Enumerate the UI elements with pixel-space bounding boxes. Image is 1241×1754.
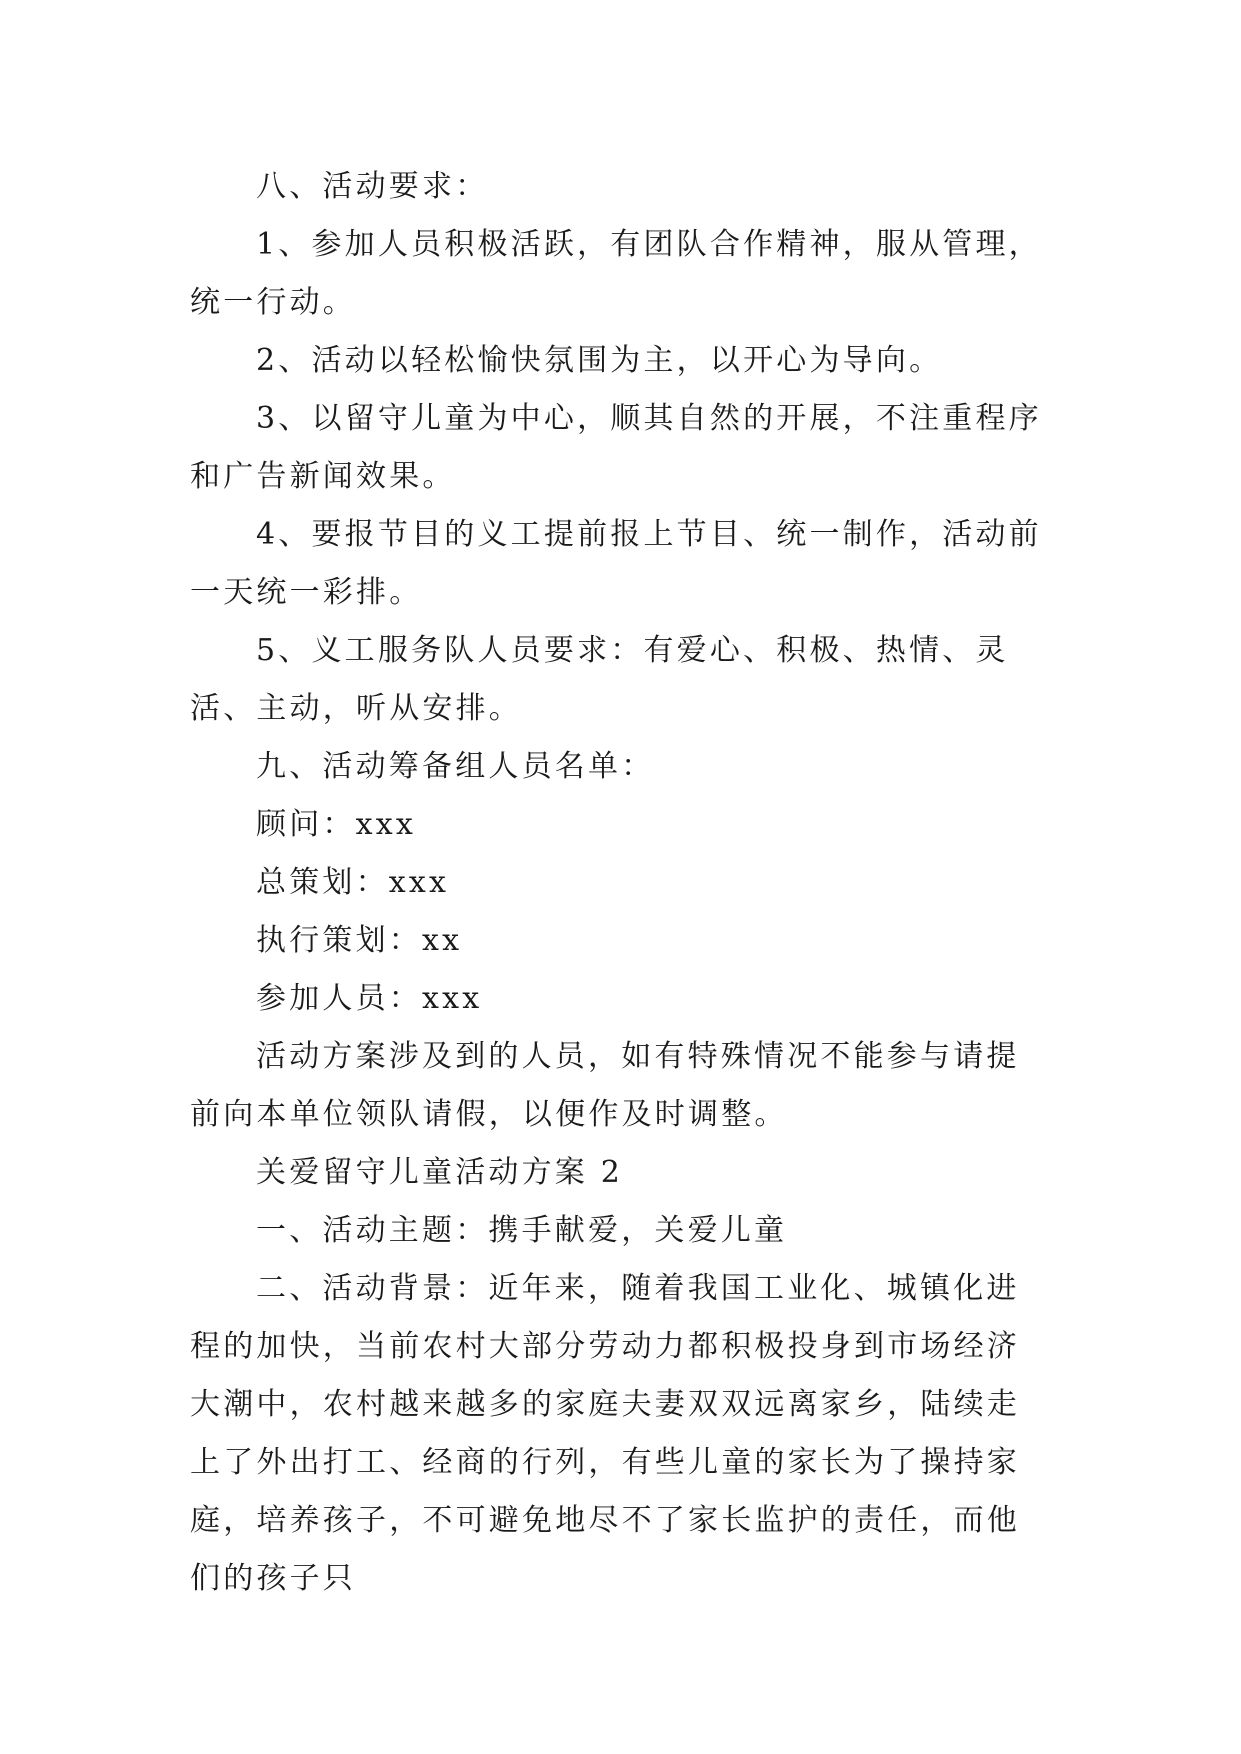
section-heading-staff-list: 九、活动筹备组人员名单： — [256, 749, 655, 784]
background-paragraph: 二、活动背景：近年来，随着我国工业化、城镇化进程的加快，当前农村大部分劳动力都积极投身到市场经济大潮中，农村越来越多的家庭夫妻双双远离家乡，陆续走上了外出打工、经商的行列，有些儿童的家长为了操持家庭，培养孩子，不可避免地尽不了家长监护的责任，而他们的孩子只 — [190, 1271, 1020, 1596]
staff-executive-planner: 执行策划：xx — [256, 923, 463, 958]
document-body — [190, 158, 1052, 1608]
section-heading-requirements: 八、活动要求： — [256, 169, 489, 204]
leave-notice-paragraph: 活动方案涉及到的人员，如有特殊情况不能参与请提前向本单位领队请假，以便作及时调整。 — [190, 1039, 1020, 1132]
staff-advisor: 顾问：xxx — [256, 807, 416, 842]
requirement-item-1: 1、参加人员积极活跃，有团队合作精神，服从管理，统一行动。 — [190, 227, 1042, 320]
requirement-item-2: 2、活动以轻松愉快氛围为主，以开心为导向。 — [256, 343, 943, 378]
requirement-item-5: 5、义工服务队人员要求：有爱心、积极、热情、灵活、主动，听从安排。 — [190, 633, 1009, 726]
requirement-item-3: 3、以留守儿童为中心，顺其自然的开展，不注重程序和广告新闻效果。 — [190, 401, 1042, 494]
staff-participants: 参加人员：xxx — [256, 981, 483, 1016]
section-heading-theme: 一、活动主题：携手献爱，关爱儿童 — [256, 1213, 788, 1248]
plan-2-title: 关爱留守儿童活动方案 2 — [256, 1155, 624, 1190]
requirement-item-4: 4、要报节目的义工提前报上节目、统一制作，活动前一天统一彩排。 — [190, 517, 1042, 610]
staff-chief-planner: 总策划：xxx — [256, 865, 450, 900]
